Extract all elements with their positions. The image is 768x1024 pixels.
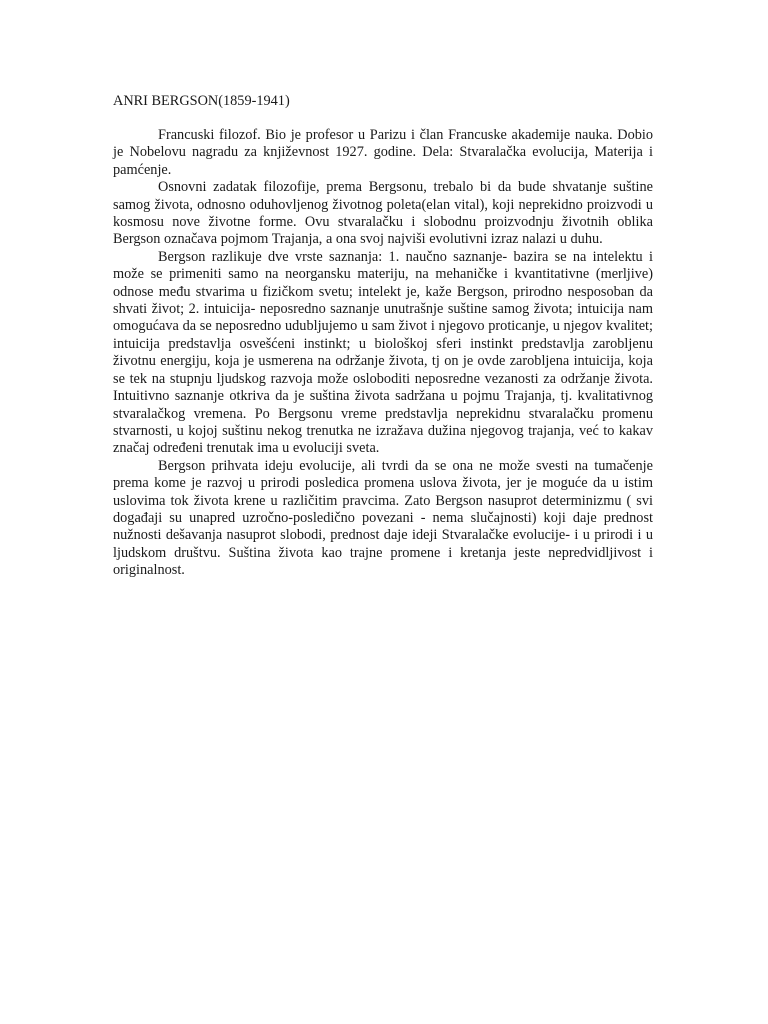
paragraph-intro: Francuski filozof. Bio je profesor u Parizu i član Francuske akademije nauka. Dobio je Nobelovu nagradu za književnost 1927. godine. Dela: Stvaralačka evolucija, Materija i pamćenje. [113,127,653,178]
document-title: ANRI BERGSON(1859-1941) [113,93,290,109]
paragraph-philosophy-task: Osnovni zadatak filozofije, prema Bergsonu, trebalo bi da bude shvatanje suštine samog života, odnosno oduhovljenog životnog poleta(elan vital), koji neprekidno proizvodi u kosmosu nove životne forme. Ovu stvaralačku i slobodnu proizvodnju životnih oblika Bergson označava pojmom Trajanja, a ona svoj najviši evolutivni izraz nalazi u duhu. [113,179,653,248]
paragraph-two-kinds-of-knowledge: Bergson razlikuje dve vrste saznanja: 1. naučno saznanje- bazira se na intelektu i može se primeniti samo na neorgansku materiju, na mehaničke i kvantitativne (merljive) odnose među stvarima u fizičkom svetu; intelekt je, kaže Bergson, prirodno nesposoban da shvati život; 2. intuicija- neposredno saznanje unutrašnje suštine samog života; intuicija nam omogućava da se neposredno udubljujemo u sam život i njegovo proticanje, u njegov kvalitet; intuicija predstavlja osvešćeni instinkt; u biološkoj sferi instinkt predstavlja zarobljenu životnu energiju, koja je usmerena na održanje života, tj on je ovde zarobljena intuicija, koja se tek na stupnju ljudskog razvoja može osloboditi neposredne vezanosti za održanje života. Intuitivno saznanje otkriva da je suština života sadržana u pojmu Trajanja, tj. kvalitativnog stvaralačkog vremena. Po Bergsonu vreme predstavlja neprekidnu stvaralačku promenu stvarnosti, u kojoj suštinu nekog trenutka ne izražava dužina njegovog trajanja, već to kakav značaj određeni trenutak ima u evoluciji sveta. [113,248,653,457]
paragraph-evolution: Bergson prihvata ideju evolucije, ali tvrdi da se ona ne može svesti na tumačenje prema kome je razvoj u prirodi posledica promena uslova života, jer je moguće da u istim uslovima tok života krene u različitim pravcima. Zato Bergson nasuprot determinizmu ( svi događaji su unapred uzročno-posledično povezani - nema slučajnosti) koji daje prednost nužnosti dešavanja nasuprot slobodi, prednost daje ideji Stvaralačke evolucije- i u prirodi i u ljudskom društvu. Suština života kao trajne promene i kretanja jeste nepredvidljivost i originalnost. [113,457,653,579]
document-body [113,127,653,580]
